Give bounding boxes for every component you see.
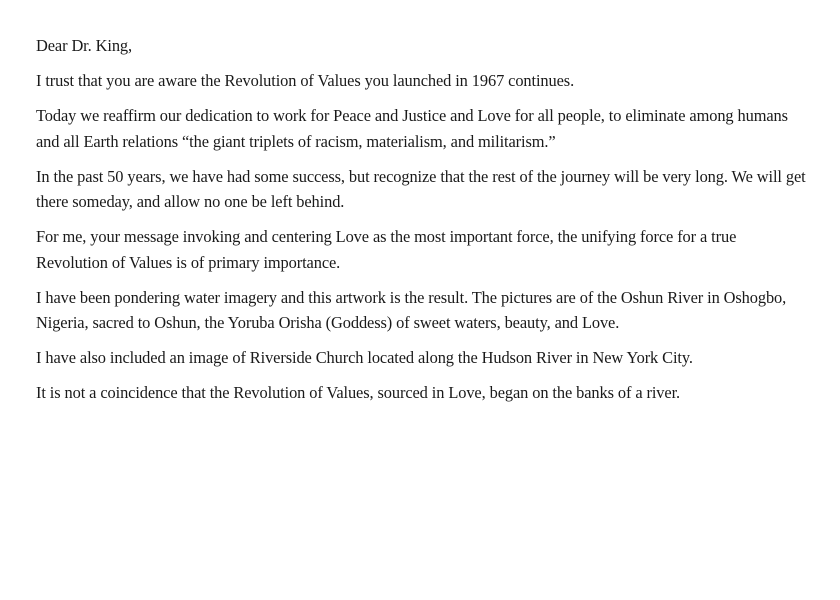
paragraph: Today we reaffirm our dedication to work for Peace and Justice and Love for all people, to eliminate among humans and all Earth relations “the giant triplets of racism, materialism, and militarism.”: [36, 106, 788, 151]
letter-body: [36, 33, 806, 415]
paragraph: I have been pondering water imagery and this artwork is the result. The pictures are of the Oshun River in Oshogbo, Nigeria, sacred to Oshun, the Yoruba Orisha (Goddess) of sweet waters, beauty, and Love.: [36, 287, 787, 332]
paragraph: I trust that you are aware the Revolution of Values you launched in 1967 continues.: [36, 71, 575, 90]
paragraph: For me, your message invoking and centering Love as the most important force, the unifying force for a true Revolution of Values is of primary importance.: [36, 227, 737, 272]
salutation: Dear Dr. King,: [36, 36, 133, 55]
paragraph: It is not a coincidence that the Revolution of Values, sourced in Love, began on the banks of a river.: [36, 383, 681, 402]
paragraph: In the past 50 years, we have had some success, but recognize that the rest of the journey will be very long. We will get there someday, and allow no one be left behind.: [36, 166, 806, 211]
paragraph: I have also included an image of Riverside Church located along the Hudson River in New York City.: [36, 348, 693, 367]
